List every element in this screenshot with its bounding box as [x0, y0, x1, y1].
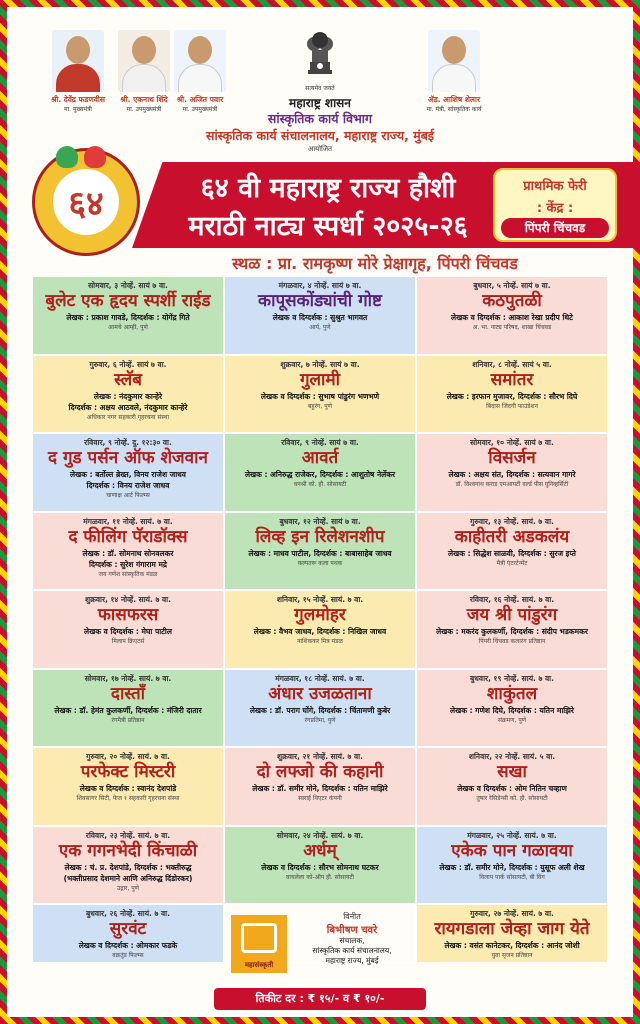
schedule-grid — [32, 276, 608, 969]
officer-role-2: सांस्कृतिक कार्य संचालनालय, — [312, 946, 392, 955]
play-troupe: चाणाक्ष आर्ट फिल्म्स — [106, 492, 150, 499]
play-date: रविवार, ९ नोव्हें. दु. १२:३० वा. — [84, 438, 172, 447]
play-credit: लेखक व दिग्दर्शक : सौरभ सोमनाथ घटकर — [261, 862, 379, 872]
play-credit: लेखक : सिद्धेश साळवी, दिग्दर्शक : सुरज इप्ते — [448, 548, 576, 558]
play-date: मंगळवार, १८ नोव्हें. सायं. ७ वा. — [275, 673, 365, 683]
play-cell — [416, 826, 608, 905]
play-credit: लेखक : अक्षय संत, दिग्दर्शक : सत्यवान गागरे — [448, 470, 576, 479]
play-troupe: रंगमैत्री प्रतिष्ठान — [111, 716, 145, 724]
play-date: गुरुवार, २७ नोव्हें. सायं. ७ वा. — [470, 909, 554, 918]
play-troupe: युवा सृजन प्रतिष्ठान — [491, 952, 533, 959]
officer-role-3: महाराष्ट्र राज्य, मुंबई — [325, 956, 379, 965]
play-troupe: अ. भा. नाट्य परिषद, शाखा चिंचवड — [472, 324, 552, 331]
play-date: शनिवार, १५ नोव्हें. सायं. ७ वा. — [276, 595, 364, 604]
play-date: मंगळवार, २५ नोव्हें. सायं. ७ वा. — [467, 830, 557, 840]
play-title: अंधार उजळताना — [268, 683, 372, 704]
center-label: : केंद्र : — [536, 201, 574, 216]
play-troupe: संक्रमण, पुणे — [497, 716, 527, 724]
leader-name-1: श्री. देवेंद्र फडणवीस — [51, 95, 105, 104]
play-cell — [32, 826, 224, 905]
play-date: सोमवार, ३ नोव्हें. सायं ७ वा. — [88, 281, 168, 290]
logo-number: ६४ — [53, 169, 119, 235]
play-credit: लेखक व दिग्दर्शक : मेघा पाटील — [84, 627, 172, 636]
play-title: एक गगनभेदी किंचाळी — [58, 840, 198, 861]
play-title: विसर्जन — [488, 448, 536, 468]
play-cell — [32, 669, 224, 748]
leader-role-3: मा. उपमुख्यमंत्री — [182, 106, 218, 113]
play-date: बुधवार, ५ नोव्हें. सायं ७ वा. — [473, 281, 551, 290]
play-cell — [32, 433, 224, 512]
play-cell — [224, 512, 416, 591]
play-title: सुरवंट — [109, 919, 147, 939]
play-date: शुक्रवार, २१ नोव्हें. सायं. ७ वा. — [277, 752, 363, 761]
play-date: मंगळवार, ११ नोव्हें. सायं. ७ वा. — [83, 516, 173, 526]
play-troupe: पिंपरी चिंचवड कलारंग प्रतिष्ठान — [478, 638, 546, 645]
play-cell — [224, 826, 416, 905]
play-cell — [32, 512, 224, 591]
play-troupe: आमचे आम्ही, पुणे — [108, 324, 148, 331]
play-credit: लेखक : अनिरुद्ध राजेकर, दिग्दर्शक : आशुतोष नेर्लेकर — [244, 470, 396, 479]
play-cell — [416, 904, 608, 963]
play-date: गुरुवार, २० नोव्हें. सायं. ७ वा. — [86, 752, 170, 761]
play-credit: लेखक : वसंत कानेटकर, दिग्दर्शक : आनंद जोशी — [444, 941, 580, 950]
play-credit: लेखक : डॉ. सोमनाथ सोनवलकर — [82, 548, 174, 558]
play-title: द फीलिंग पॅराडॉक्स — [68, 526, 188, 547]
play-troupe: आर्य, पुणे — [309, 324, 331, 331]
play-credit: लेखक : इरफान मुजावर, दिग्दर्शक : सौरभ दिघे — [446, 391, 578, 401]
play-credit: लेखक : चं. प्र. देशपांडे, दिग्दर्शक : भक्तीरुद्ध — [64, 862, 192, 872]
play-credit: लेखक व दिग्दर्शक : ओम नितिन चव्हाण — [457, 784, 567, 793]
round-label: प्राथमिक फेरी — [523, 179, 587, 194]
play-cell — [32, 747, 224, 826]
play-credit: लेखक : गणेश दिघे, दिग्दर्शक : यतिन माझिरे — [450, 705, 574, 715]
leader-name-3: श्री. अजित पवार — [176, 95, 224, 104]
play-title: रायगडाला जेव्हा जाग येते — [434, 919, 590, 939]
leader-name-4: ॲड. आशिष शेलार — [427, 95, 481, 104]
play-troupe: मिलाप क्रिएटर्स — [111, 638, 145, 645]
play-date: रविवार, ९ नोव्हें. सायं ७ वा. — [281, 438, 359, 447]
play-cell — [224, 669, 416, 748]
play-credit: लेखक व दिग्दर्शक : आकाश रेखा प्रदीप थिटे — [451, 313, 573, 322]
play-troupe: बिंदास जिंदगी फाउंडेशन — [486, 402, 538, 410]
play-credit: लेखक : डॉ. समीर मोने, दिग्दर्शक : यतिन माझिरे — [252, 784, 388, 793]
presented-by-label: विनीत — [343, 912, 361, 921]
play-cell — [32, 904, 224, 963]
play-credit: लेखक : डॉ. हेमंत कुलकर्णी, दिग्दर्शक : मंजिरी दातार — [54, 705, 202, 715]
play-cell — [32, 276, 224, 355]
presenter-box — [291, 911, 413, 966]
brand-name: महासंस्कृती — [244, 961, 274, 969]
officer-role-1: संचालक, — [339, 936, 365, 945]
leader-role-1: मा. मुख्यमंत्री — [64, 106, 92, 113]
play-title: गुलमोहर — [294, 605, 346, 625]
center-name: पिंपरी चिंचवड — [501, 218, 609, 238]
play-date: सोमवार, २४ नोव्हें. सायं. ७ वा. — [276, 830, 364, 840]
play-credit: लेखक : मकरंद कुलकर्णी, दिग्दर्शक : संदीप भडकमकर — [436, 627, 588, 636]
emblem-tagline: सत्यमेव जयते — [305, 85, 335, 92]
play-cell — [416, 590, 608, 669]
tragedy-mask-icon — [84, 146, 106, 168]
play-cell — [224, 355, 416, 434]
play-title: दास्ताँ — [110, 683, 146, 704]
play-troupe: वक्रतुंड फिल्म्स — [112, 952, 144, 959]
play-troupe: विलाप पार्क सोसायटी, बी विंग — [479, 873, 545, 881]
play-troupe: उद्गार, पुणे — [116, 884, 140, 892]
portrait-cm — [52, 30, 104, 92]
play-cell — [224, 276, 416, 355]
play-title: फासफरस — [97, 605, 159, 625]
organizer-label: आयोजित — [307, 145, 333, 153]
play-cell — [224, 747, 416, 826]
portrait-minister — [428, 30, 480, 92]
play-credit: लेखक : नंदकुमार कान्हेरे — [93, 391, 163, 401]
play-troupe: शिवसागर सिटी, फेज १ सहकारी गृहरचना संस्था — [76, 795, 180, 802]
play-troupe: अधिकार नगर सहकारी गृहरचना संस्था — [86, 413, 170, 421]
play-title: सखा — [497, 762, 527, 782]
play-date: मंगळवार, ४ नोव्हें. सायं ७ वा. — [278, 281, 362, 290]
round-info-box — [493, 168, 617, 242]
play-credit: लेखक : माधव पाटील, दिग्दर्शक : बाबासाहेब जाधव — [248, 548, 392, 558]
play-credit: (भक्तीप्रसाद देशमाने आणि अनिरुद्ध दिंडोरकर) — [63, 873, 193, 883]
title-line-1: ६४ वी महाराष्ट्र राज्य हौशी — [200, 173, 456, 204]
play-cell — [416, 355, 608, 434]
play-title: जय श्री पांडुरंग — [466, 605, 558, 625]
portrait-dcm-2 — [174, 30, 226, 92]
play-date: रविवार, १६ नोव्हें. सायं. ७ वा. — [469, 595, 555, 604]
presenter-cell — [224, 904, 416, 969]
government-name: महाराष्ट्र शासन — [289, 96, 351, 110]
play-credit: लेखक : बर्तोल्त ब्रेख्त, विनय राजेश जाधव — [70, 470, 186, 479]
play-credit: लेखक व दिग्दर्शक : स्वानंद देशपांडे — [79, 784, 177, 793]
portrait-dcm-1 — [118, 30, 170, 92]
play-title: दो लफ्जो की कहानी — [256, 762, 384, 782]
leader-name-2: श्री. एकनाथ शिंदे — [120, 95, 168, 104]
play-cell — [224, 433, 416, 512]
mahasanskruti-logo-icon — [231, 915, 287, 973]
play-credit: लेखक : डॉ. पराग घोंगे, दिग्दर्शक : चिंतामणी कुबेर — [249, 705, 391, 715]
play-cell — [416, 747, 608, 826]
play-date: शनिवार, २२ नोव्हें. सायं. ५ वा. — [468, 752, 556, 761]
play-credit: लेखक व दिग्दर्शक : सुश्रुत भागवत — [272, 313, 368, 322]
play-credit: लेखक : वैभव जाधव, दिग्दर्शक : निखिल जाधव — [253, 627, 387, 636]
play-credit: लेखक : डॉ. समीर मोने, दिग्दर्शक : युसूफ अली शेख — [439, 862, 585, 872]
play-date: गुरुवार, १३ नोव्हें. सायं. ७ वा. — [470, 516, 554, 526]
play-title: स्लॅब — [114, 369, 142, 390]
play-troupe: कल्पतरू कला पथक — [297, 559, 343, 567]
play-cell — [416, 512, 608, 591]
play-date: रविवार, २३ नोव्हें. सायं. ७ वा. — [85, 830, 171, 840]
play-date: शुक्रवार, ७ नोव्हें. सायं ७ वा. — [280, 359, 360, 369]
play-cell — [32, 355, 224, 434]
venue-line: स्थळ : प्रा. रामकृष्ण मोरे प्रेक्षागृह, पिंपरी चिंचवड — [232, 254, 518, 273]
play-troupe: वाचलेला को-ऑप हौ. सोसायटी — [286, 873, 354, 881]
play-title: समांतर — [490, 369, 534, 390]
play-credit: दिग्दर्शक : विनय राजेश जाधव — [86, 481, 170, 490]
title-line-2: मराठी नाट्य स्पर्धा २०२५-२६ — [188, 211, 468, 242]
play-troupe: तुषार रेसिडेन्सी को. हौ. सोसायटी — [476, 795, 548, 802]
play-date: बुधवार, २६ नोव्हें. सायं. ७ वा. — [86, 909, 170, 918]
play-date: शुक्रवार, १४ नोव्हें. सायं. ७ वा. — [85, 595, 171, 604]
play-title: काहीतरी अडकलंय — [454, 526, 570, 547]
play-title: आवर्त — [301, 448, 339, 468]
play-troupe: बहुरंग, पुणे — [307, 402, 332, 410]
play-credit: दिग्दर्शक : अक्षय आठवले, नंदकुमार कान्हेरे — [68, 402, 188, 412]
department-name: सांस्कृतिक कार्य विभाग — [267, 111, 373, 126]
play-title: परफेक्ट मिस्टरी — [80, 762, 176, 782]
play-troupe: नाशिककर मित्र मंडळ — [297, 638, 343, 645]
play-credit: लेखक व दिग्दर्शक : ओमकार फडके — [78, 941, 178, 950]
leader-role-4: मा. मंत्री, सांस्कृतिक कार्य — [426, 106, 482, 113]
play-title: गुलामी — [299, 369, 341, 390]
play-title: लिव्ह इन रिलेशनशीप — [255, 526, 385, 547]
play-date: बुधवार, १९ नोव्हें. सायं. ७ वा. — [470, 673, 554, 683]
play-credit: लेखक व दिग्दर्शक : सुभाष पांडुरंग भणभणे — [260, 391, 380, 401]
play-title: बुलेट एक हृदय स्पर्शी राईड — [45, 291, 211, 311]
play-cell — [416, 669, 608, 748]
ticket-price: तिकीट दर : ₹ १५/- व ₹ १०/- — [214, 988, 426, 1010]
play-title: द गुड पर्सन ऑफ शेजवान — [48, 448, 208, 468]
comedy-mask-icon — [56, 146, 78, 168]
play-troupe: डॉ. विश्वनाथ कराड एमआयटी वर्ल्ड पीस युनिव्हर्सिटी — [455, 481, 569, 488]
play-date: बुधवार, १२ नोव्हें. सायं ७ वा. — [279, 516, 361, 526]
play-cell — [416, 433, 608, 512]
play-date: गुरुवार, ६ नोव्हें. सायं ७ वा. — [89, 359, 167, 369]
play-title: अर्धम् — [303, 840, 337, 861]
play-date: सोमवार, १७ नोव्हें. सायं. ७ वा. — [84, 673, 172, 683]
play-title: शाकुंतल — [486, 683, 538, 704]
play-title: कापूसकोंड्यांची गोष्ट — [258, 291, 382, 311]
play-troupe: मैत्री एंटरटेन्मेंट — [496, 559, 528, 567]
play-credit: दिग्दर्शक : सुरेश गंगाराम मद्रे — [89, 559, 167, 569]
play-title: एकेक पान गळावया — [451, 840, 573, 861]
ashoka-emblem-icon — [302, 26, 338, 80]
play-credit: लेखक : प्रकाश गावडे, दिग्दर्शक : योगेंद्र गिते — [66, 313, 190, 322]
play-cell — [32, 590, 224, 669]
play-date: सोमवार, १० नोव्हें. सायं ७ वा. — [470, 438, 554, 447]
play-cell — [416, 276, 608, 355]
directorate-name: सांस्कृतिक कार्य संचालनालय, महाराष्ट्र राज्य, मुंबई — [206, 128, 434, 143]
play-date: शनिवार, ८ नोव्हें. सायं ५ वा. — [472, 359, 552, 369]
play-troupe: धनश्री को. हौ. सोसायटी — [293, 481, 347, 488]
officer-name: बिभीषण चवरे — [326, 925, 378, 936]
play-troupe: रंगप्रतिमा, पुणे — [304, 716, 336, 724]
play-troupe: स्वराई थिएटर कंपनी — [298, 795, 342, 802]
play-title: कठपुतळी — [482, 291, 542, 311]
play-cell — [224, 590, 416, 669]
leader-role-2: मा. उपमुख्यमंत्री — [126, 106, 162, 113]
play-troupe: जय गणेश सांस्कृतिक मंडळ — [98, 570, 158, 578]
